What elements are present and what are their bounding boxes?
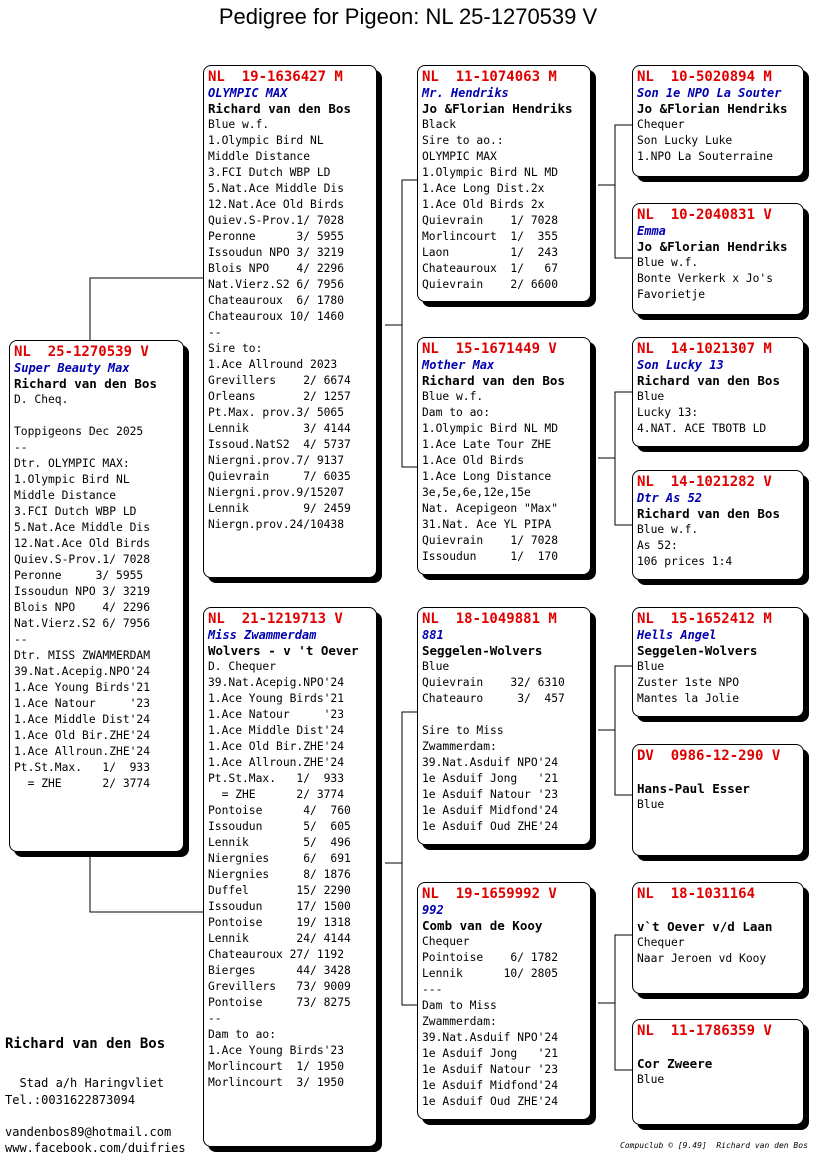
sire-detail-line: Quievrain 7/ 6035 <box>208 470 351 483</box>
dam-dam-details <box>422 934 586 1110</box>
ss-detail-line: Quievrain 1/ 7028 <box>422 214 559 227</box>
sd-detail-line: Quievrain 1/ 7028 <box>422 534 559 547</box>
ddd-breeder: Cor Zweere <box>637 1056 713 1071</box>
owner-phone: Tel.:0031622873094 <box>5 1093 136 1107</box>
sss-detail-line: Chequer <box>637 118 685 131</box>
ss-detail-line: 1.Ace Old Birds 2x <box>422 198 545 211</box>
ds-detail-line: Zwammerdam: <box>422 740 497 753</box>
dam-sire-breeder: Seggelen-Wolvers <box>422 643 543 658</box>
dam-detail-line: 1.Ace Young Birds'23 <box>208 1044 345 1057</box>
sdd-breeder: Richard van den Bos <box>637 506 780 521</box>
page-title: Pedigree for Pigeon: NL 25-1270539 V <box>218 4 598 29</box>
subject-detail-line: -- <box>14 441 28 454</box>
dss-card[interactable] <box>632 607 804 717</box>
dam-breeder: Wolvers - v 't Oever <box>208 643 359 658</box>
sds-detail-line: Lucky 13: <box>637 406 699 419</box>
ss-detail-line: Quievrain 2/ 6600 <box>422 278 559 291</box>
sire-detail-line: Blois NPO 4/ 2296 <box>208 262 345 275</box>
sd-detail-line: 3e,5e,6e,12e,15e <box>422 486 531 499</box>
dam-detail-line: Dam to ao: <box>208 1028 277 1041</box>
ssd-name: Emma <box>637 224 666 238</box>
sire-detail-line: Niergn.prov.24/10438 <box>208 518 345 531</box>
ddd-detail-line: Blue <box>637 1073 665 1086</box>
subject-detail-line: Dtr. MISS ZWAMMERDAM <box>14 649 151 662</box>
sire-detail-line: Lennik 9/ 2459 <box>208 502 351 515</box>
sire-detail-line: 12.Nat.Ace Old Birds <box>208 198 345 211</box>
ds-detail-line: 39.Nat.Asduif NPO'24 <box>422 756 559 769</box>
subject-detail-line: 1.Ace Middle Dist'24 <box>14 713 151 726</box>
owner-email[interactable]: vandenbos89@hotmail.com <box>5 1125 172 1139</box>
sss-name: Son 1e NPO La Souter <box>637 86 782 100</box>
ss-detail-line: 1.Ace Long Dist.2x <box>422 182 545 195</box>
dam-detail-line: 1.Ace Natour '23 <box>208 708 345 721</box>
dsd-name-blank <box>637 765 799 781</box>
owner-name: Richard van den Bos <box>5 1036 166 1052</box>
ds-detail-line: Quievrain 32/ 6310 <box>422 676 565 689</box>
sd-detail-line: Dam to ao: <box>422 406 491 419</box>
sdd-detail-line: Blue w.f. <box>637 523 699 536</box>
sire-detail-line: Chateauroux 6/ 1780 <box>208 294 345 307</box>
sds-card[interactable] <box>632 337 804 447</box>
sire-detail-line: Nat.Vierz.S2 6/ 7956 <box>208 278 345 291</box>
sire-detail-line: Chateauroux 10/ 1460 <box>208 310 345 323</box>
ds-detail-line: Sire to Miss <box>422 724 504 737</box>
sire-detail-line: 5.Nat.Ace Middle Dis <box>208 182 345 195</box>
sd-detail-line: 1.Ace Old Birds <box>422 454 525 467</box>
sds-name: Son Lucky 13 <box>637 358 724 372</box>
sds-detail-line: 4.NAT. ACE TBOTB LD <box>637 422 767 435</box>
sss-ring: NL 10-5020894 M <box>637 69 772 85</box>
subject-detail-line: 1.Ace Natour '23 <box>14 697 151 710</box>
subject-ring: NL 25-1270539 V <box>14 344 149 360</box>
sd-detail-line: Issoudun 1/ 170 <box>422 550 559 563</box>
sd-detail-line: 1.Ace Late Tour ZHE <box>422 438 552 451</box>
dss-detail-line: Zuster 1ste NPO <box>637 676 740 689</box>
subject-detail-line: 3.FCI Dutch WBP LD <box>14 505 137 518</box>
subject-name: Super Beauty Max <box>14 361 130 375</box>
dam-detail-line: Niergnies 6/ 691 <box>208 852 351 865</box>
sd-detail-line: Nat. Acepigeon "Max" <box>422 502 559 515</box>
ssd-breeder: Jo &Florian Hendriks <box>637 239 788 254</box>
sire-detail-line: Issoudun NPO 3/ 3219 <box>208 246 345 259</box>
dam-detail-line: Morlincourt 3/ 1950 <box>208 1076 345 1089</box>
ssd-detail-line: Blue w.f. <box>637 256 699 269</box>
sire-dam-card[interactable] <box>417 337 591 575</box>
dam-detail-line: = ZHE 2/ 3774 <box>208 788 345 801</box>
dss-detail-line: Mantes la Jolie <box>637 692 740 705</box>
sd-detail-line: 1.Ace Long Distance <box>422 470 552 483</box>
connector-sd-parents-vertical <box>615 392 632 525</box>
dd-detail-line: 39.Nat.Asduif NPO'24 <box>422 1031 559 1044</box>
dam-sire-card[interactable] <box>417 607 591 845</box>
sire-detail-line: Orleans 2/ 1257 <box>208 390 351 403</box>
dam-dam-name: 992 <box>422 903 444 917</box>
sss-details <box>637 117 799 165</box>
dd-detail-line: Zwammerdam: <box>422 1015 497 1028</box>
dd-detail-line: Dam to Miss <box>422 999 497 1012</box>
ds-detail-line: 1e Asduif Midfond'24 <box>422 804 559 817</box>
ss-detail-line: OLYMPIC MAX <box>422 150 497 163</box>
dam-detail-line: Grevillers 73/ 9009 <box>208 980 351 993</box>
sds-ring: NL 14-1021307 M <box>637 341 772 357</box>
dd-detail-line: Chequer <box>422 935 470 948</box>
sire-detail-line: Pt.Max. prov.3/ 5065 <box>208 406 345 419</box>
connector-sire-parents-vertical <box>402 180 418 467</box>
dam-detail-line: Issoudun 17/ 1500 <box>208 900 351 913</box>
dds-name-blank <box>637 903 799 919</box>
dd-detail-line: 1e Asduif Oud ZHE'24 <box>422 1095 559 1108</box>
owner-website[interactable]: www.facebook.com/duifries <box>5 1141 186 1155</box>
ddd-details <box>637 1072 799 1088</box>
ddd-ring: NL 11-1786359 V <box>637 1023 772 1039</box>
dds-detail-line: Chequer <box>637 936 685 949</box>
subject-detail-line: = ZHE 2/ 3774 <box>14 777 151 790</box>
dam-ring: NL 21-1219713 V <box>208 611 343 627</box>
ss-detail-line: Laon 1/ 243 <box>422 246 559 259</box>
dam-dam-breeder: Comb van de Kooy <box>422 918 543 933</box>
dam-detail-line: Morlincourt 1/ 1950 <box>208 1060 345 1073</box>
dd-detail-line: Lennik 10/ 2805 <box>422 967 559 980</box>
dsd-ring: DV 0986-12-290 V <box>637 748 781 764</box>
sire-detail-line: Blue w.f. <box>208 118 270 131</box>
sire-detail-line: 1.Ace Allround 2023 <box>208 358 338 371</box>
dam-detail-line: 1.Ace Middle Dist'24 <box>208 724 345 737</box>
subject-detail-line: 1.Ace Allroun.ZHE'24 <box>14 745 151 758</box>
dam-detail-line: Duffel 15/ 2290 <box>208 884 351 897</box>
dsd-breeder: Hans-Paul Esser <box>637 781 750 796</box>
sdd-card[interactable] <box>632 470 804 580</box>
sire-sire-card[interactable] <box>417 65 591 302</box>
dam-card[interactable] <box>203 607 377 1147</box>
sire-detail-line: Issoud.NatS2 4/ 5737 <box>208 438 351 451</box>
dam-sire-ring: NL 18-1049881 M <box>422 611 557 627</box>
dam-detail-line: 1.Ace Allroun.ZHE'24 <box>208 756 345 769</box>
subject-detail-line: Pt.St.Max. 1/ 933 <box>14 761 151 774</box>
subject-card[interactable] <box>9 340 184 852</box>
dsd-card[interactable] <box>632 744 804 856</box>
dam-dam-card[interactable] <box>417 882 591 1120</box>
dd-detail-line: 1e Asduif Midfond'24 <box>422 1079 559 1092</box>
sire-name: OLYMPIC MAX <box>208 86 288 100</box>
sire-detail-line: 3.FCI Dutch WBP LD <box>208 166 331 179</box>
ddd-card[interactable] <box>632 1019 804 1125</box>
sire-sire-breeder: Jo &Florian Hendriks <box>422 101 573 116</box>
sire-detail-line: -- <box>208 326 222 339</box>
dam-detail-line: Pontoise 4/ 760 <box>208 804 351 817</box>
dam-detail-line: Pontoise 19/ 1318 <box>208 916 351 929</box>
dds-detail-line: Naar Jeroen vd Kooy <box>637 952 767 965</box>
sire-detail-line: Peronne 3/ 5955 <box>208 230 345 243</box>
dsd-detail-line: Blue <box>637 798 665 811</box>
subject-detail-line: Dtr. OLYMPIC MAX: <box>14 457 130 470</box>
sire-card[interactable] <box>203 65 377 578</box>
ss-detail-line: Sire to ao.: <box>422 134 504 147</box>
sds-detail-line: Blue <box>637 390 665 403</box>
dam-detail-line: 1.Ace Young Birds'21 <box>208 692 345 705</box>
sds-details <box>637 389 799 437</box>
ds-detail-line: 1e Asduif Natour '23 <box>422 788 559 801</box>
ds-detail-line: Blue <box>422 660 450 673</box>
subject-detail-line: 39.Nat.Acepig.NPO'24 <box>14 665 151 678</box>
software-credit: Compuclub © [9.49] Richard van den Bos <box>620 1141 808 1150</box>
subject-detail-line: D. Cheq. <box>14 393 69 406</box>
subject-detail-line: Issoudun NPO 3/ 3219 <box>14 585 151 598</box>
sire-dam-ring: NL 15-1671449 V <box>422 341 557 357</box>
ssd-ring: NL 10-2040831 V <box>637 207 772 223</box>
sire-detail-line: Quiev.S-Prov.1/ 7028 <box>208 214 345 227</box>
subject-detail-line: -- <box>14 633 28 646</box>
dd-detail-line: --- <box>422 983 443 996</box>
ss-detail-line: Chateauroux 1/ 67 <box>422 262 559 275</box>
dam-detail-line: Issoudun 5/ 605 <box>208 820 351 833</box>
ds-detail-line <box>422 707 586 723</box>
sss-card[interactable] <box>632 65 804 177</box>
sss-breeder: Jo &Florian Hendriks <box>637 101 788 116</box>
dam-detail-line: Lennik 5/ 496 <box>208 836 351 849</box>
dam-dam-ring: NL 19-1659992 V <box>422 886 557 902</box>
ds-detail-line: Chateauro 3/ 457 <box>422 692 565 705</box>
sds-breeder: Richard van den Bos <box>637 373 780 388</box>
ddd-name-blank <box>637 1040 799 1056</box>
ss-detail-line: Black <box>422 118 457 131</box>
sdd-ring: NL 14-1021282 V <box>637 474 772 490</box>
dss-ring: NL 15-1652412 M <box>637 611 772 627</box>
sire-ring: NL 19-1636427 M <box>208 69 343 85</box>
dd-detail-line: Pointoise 6/ 1782 <box>422 951 559 964</box>
dd-detail-line: 1e Asduif Jong '21 <box>422 1047 559 1060</box>
dam-sire-name: 881 <box>422 628 444 642</box>
sire-detail-line: Lennik 3/ 4144 <box>208 422 351 435</box>
dam-detail-line: Niergnies 8/ 1876 <box>208 868 351 881</box>
dam-detail-line: Chateauroux 27/ 1192 <box>208 948 345 961</box>
subject-detail-line: Toppigeons Dec 2025 <box>14 425 144 438</box>
connector-dam-parents-vertical <box>402 712 418 1005</box>
dam-detail-line: Pt.St.Max. 1/ 933 <box>208 772 345 785</box>
subject-breeder: Richard van den Bos <box>14 376 157 391</box>
dss-details <box>637 659 799 707</box>
dam-detail-line: Pontoise 73/ 8275 <box>208 996 351 1009</box>
sdd-detail-line: 106 prices 1:4 <box>637 555 733 568</box>
subject-detail-line: 1.Olympic Bird NL <box>14 473 130 486</box>
subject-detail-line: Quiev.S-Prov.1/ 7028 <box>14 553 151 566</box>
dss-detail-line: Blue <box>637 660 665 673</box>
connector-ss-parents-vertical <box>615 125 632 258</box>
dd-detail-line: 1e Asduif Natour '23 <box>422 1063 559 1076</box>
dam-details <box>208 659 372 1091</box>
dds-card[interactable] <box>632 882 804 994</box>
sire-detail-line: 1.Olympic Bird NL <box>208 134 324 147</box>
sire-detail-line: Middle Distance <box>208 150 311 163</box>
ds-detail-line: 1e Asduif Jong '21 <box>422 772 559 785</box>
dds-details <box>637 935 799 967</box>
sire-detail-line: Sire to: <box>208 342 263 355</box>
ssd-card[interactable] <box>632 203 804 315</box>
sss-detail-line: 1.NPO La Souterraine <box>637 150 774 163</box>
subject-detail-line: Nat.Vierz.S2 6/ 7956 <box>14 617 151 630</box>
dds-breeder: v`t Oever v/d Laan <box>637 919 773 934</box>
subject-detail-line: 1.Ace Old Bir.ZHE'24 <box>14 729 151 742</box>
subject-details <box>14 392 179 792</box>
dam-name: Miss Zwammerdam <box>208 628 317 642</box>
dam-detail-line: 1.Ace Old Bir.ZHE'24 <box>208 740 345 753</box>
dam-detail-line: 39.Nat.Acepig.NPO'24 <box>208 676 345 689</box>
dam-detail-line: -- <box>208 1012 222 1025</box>
subject-detail-line: Middle Distance <box>14 489 117 502</box>
subject-detail-line: Blois NPO 4/ 2296 <box>14 601 151 614</box>
sdd-detail-line: As 52: <box>637 539 678 552</box>
dam-sire-details <box>422 659 586 835</box>
sire-detail-line: Niergni.prov.9/15207 <box>208 486 345 499</box>
dsd-details <box>637 797 799 813</box>
sd-detail-line: Blue w.f. <box>422 390 484 403</box>
dam-detail-line: Bierges 44/ 3428 <box>208 964 351 977</box>
sdd-details <box>637 522 799 570</box>
connector-ds-parents-vertical <box>615 666 632 795</box>
sd-detail-line: 31.Nat. Ace YL PIPA <box>422 518 552 531</box>
sss-detail-line: Son Lucky Luke <box>637 134 733 147</box>
sd-detail-line: 1.Olympic Bird NL MD <box>422 422 559 435</box>
sire-dam-details <box>422 389 586 565</box>
subject-detail-line <box>14 408 179 424</box>
dds-ring: NL 18-1031164 <box>637 886 756 902</box>
sire-breeder: Richard van den Bos <box>208 101 351 116</box>
ss-detail-line: 1.Olympic Bird NL MD <box>422 166 559 179</box>
ds-detail-line: 1e Asduif Oud ZHE'24 <box>422 820 559 833</box>
sire-sire-name: Mr. Hendriks <box>422 86 509 100</box>
ss-detail-line: Morlincourt 1/ 355 <box>422 230 559 243</box>
subject-detail-line: Peronne 3/ 5955 <box>14 569 144 582</box>
owner-address: Stad a/h Haringvliet <box>5 1076 164 1090</box>
subject-detail-line: 12.Nat.Ace Old Birds <box>14 537 151 550</box>
sire-details <box>208 117 372 533</box>
sire-dam-breeder: Richard van den Bos <box>422 373 565 388</box>
sire-detail-line: Grevillers 2/ 6674 <box>208 374 351 387</box>
ssd-detail-line: Bonte Verkerk x Jo's <box>637 272 774 285</box>
sdd-name: Dtr As 52 <box>637 491 703 505</box>
subject-detail-line: 5.Nat.Ace Middle Dis <box>14 521 151 534</box>
sire-sire-ring: NL 11-1074063 M <box>422 69 557 85</box>
dam-detail-line: Lennik 24/ 4144 <box>208 932 351 945</box>
dam-detail-line: D. Chequer <box>208 660 277 673</box>
sire-detail-line: Niergni.prov.7/ 9137 <box>208 454 345 467</box>
dss-name: Hells Angel <box>637 628 717 642</box>
subject-detail-line: 1.Ace Young Birds'21 <box>14 681 151 694</box>
connector-dd-parents-vertical <box>615 935 632 1070</box>
dss-breeder: Seggelen-Wolvers <box>637 643 758 658</box>
sire-dam-name: Mother Max <box>422 358 495 372</box>
ssd-detail-line: Favorietje <box>637 288 706 301</box>
sire-sire-details <box>422 117 586 293</box>
ssd-details <box>637 255 799 303</box>
